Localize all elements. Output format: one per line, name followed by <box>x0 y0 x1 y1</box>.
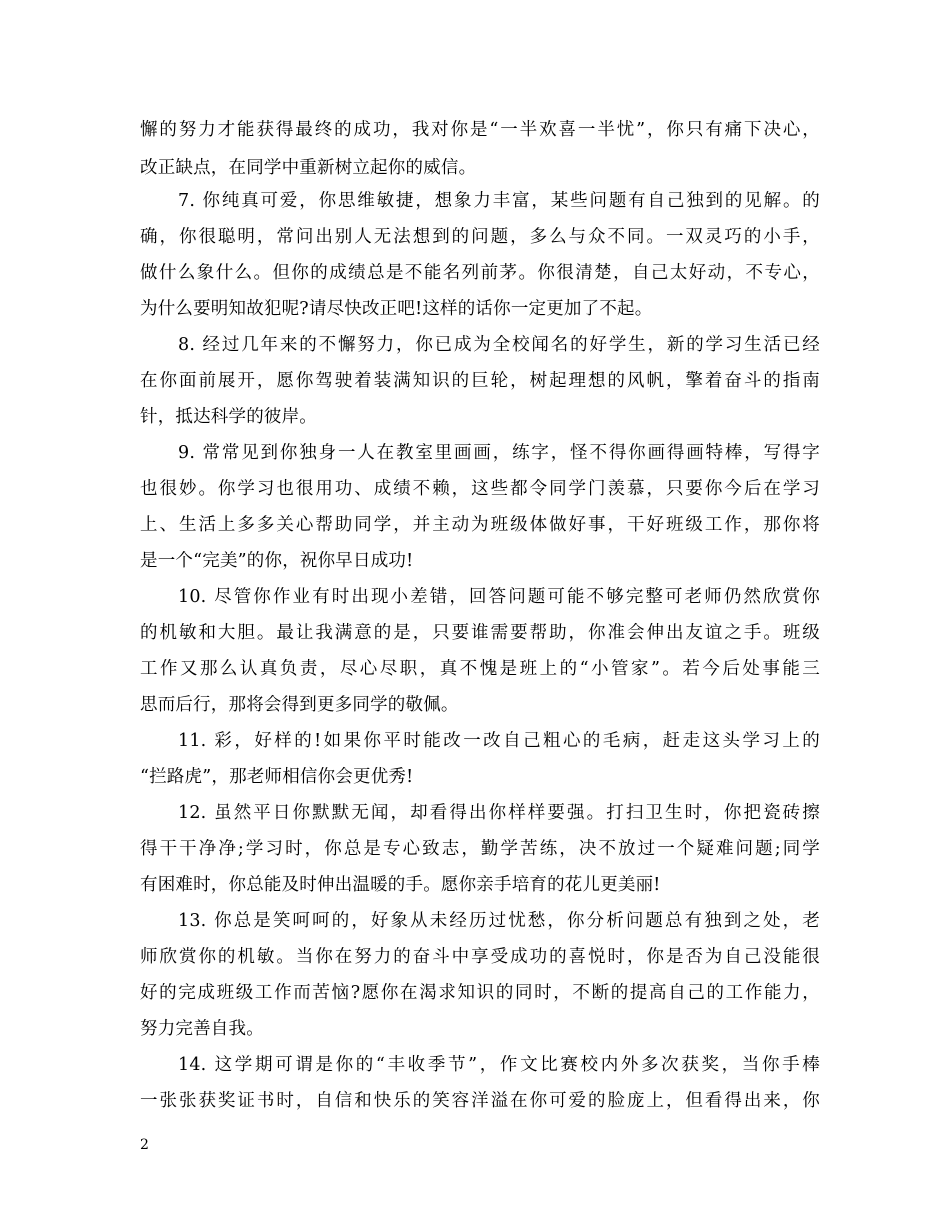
text-line: “拦路虎”，那老师相信你会更优秀! <box>140 767 414 787</box>
text-line: 的机敏和大胆。最让我满意的是，只要谁需要帮助，你准会伸出友谊之手。班级 <box>140 623 820 643</box>
paragraph-9-line: 9. 常常见到你独身一人在教室里画画，练字，怪不得你画得画特棒，写得字 <box>178 443 820 463</box>
text-line: 努力完善自我。 <box>140 1019 264 1039</box>
paragraph-11-line: 11. 彩，好样的!如果你平时能改一改自己粗心的毛病，赶走这头学习上的 <box>178 731 820 751</box>
text-line: 是一个“完美”的你，祝你早日成功! <box>140 551 414 571</box>
text-line: 一张张获奖证书时，自信和快乐的笑容洋溢在你可爱的脸庞上，但看得出来，你 <box>140 1091 820 1111</box>
text-line: 师欣赏你的机敏。当你在努力的奋斗中享受成功的喜悦时，你是否为自己没能很 <box>140 947 820 967</box>
text-line: 好的完成班级工作而苦恼?愿你在渴求知识的同时，不断的提高自己的工作能力， <box>140 983 820 1003</box>
text-line: 改正缺点，在同学中重新树立起你的威信。 <box>140 158 477 178</box>
text-line: 做什么象什么。但你的成绩总是不能名列前茅。你很清楚，自己太好动，不专心， <box>140 263 820 283</box>
text-line: 也很妙。你学习也很用功、成绩不赖，这些都令同学门羡慕，只要你今后在学习 <box>140 479 820 499</box>
text-line: 懈的努力才能获得最终的成功，我对你是“一半欢喜一半忧”，你只有痛下决心， <box>140 120 820 140</box>
text-line: 有困难时，你总能及时伸出温暖的手。愿你亲手培育的花儿更美丽! <box>140 875 661 895</box>
text-line: 在你面前展开，愿你驾驶着装满知识的巨轮，树起理想的风帆，擎着奋斗的指南 <box>140 371 820 391</box>
paragraph-10-line: 10. 尽管你作业有时出现小差错，回答问题可能不够完整可老师仍然欣赏你 <box>178 587 820 607</box>
paragraph-13-line: 13. 你总是笑呵呵的，好象从未经历过忧愁，你分析问题总有独到之处，老 <box>178 911 820 931</box>
paragraph-7-line: 7. 你纯真可爱，你思维敏捷，想象力丰富，某些问题有自己独到的见解。的 <box>178 191 820 211</box>
paragraph-8-line: 8. 经过几年来的不懈努力，你已成为全校闻名的好学生，新的学习生活已经 <box>178 335 820 355</box>
text-line: 思而后行，那将会得到更多同学的敬佩。 <box>140 695 459 715</box>
page-number: 2 <box>140 1137 149 1153</box>
paragraph-12-line: 12. 虽然平日你默默无闻，却看得出你样样要强。打扫卫生时，你把瓷砖擦 <box>178 803 820 823</box>
text-line: 得干干净净;学习时，你总是专心致志，勤学苦练，决不放过一个疑难问题;同学 <box>140 839 820 859</box>
text-line: 工作又那么认真负责，尽心尽职，真不愧是班上的“小管家”。若今后处事能三 <box>140 659 820 679</box>
text-line: 上、生活上多多关心帮助同学，并主动为班级体做好事，干好班级工作，那你将 <box>140 515 820 535</box>
text-line: 针，抵达科学的彼岸。 <box>140 407 317 427</box>
text-line: 为什么要明知故犯呢?请尽快改正吧!这样的话你一定更加了不起。 <box>140 299 653 319</box>
paragraph-14-line: 14. 这学期可谓是你的“丰收季节”，作文比赛校内外多次获奖，当你手棒 <box>178 1055 820 1075</box>
text-line: 确，你很聪明，常问出别人无法想到的问题，多么与众不同。一双灵巧的小手， <box>140 227 820 247</box>
